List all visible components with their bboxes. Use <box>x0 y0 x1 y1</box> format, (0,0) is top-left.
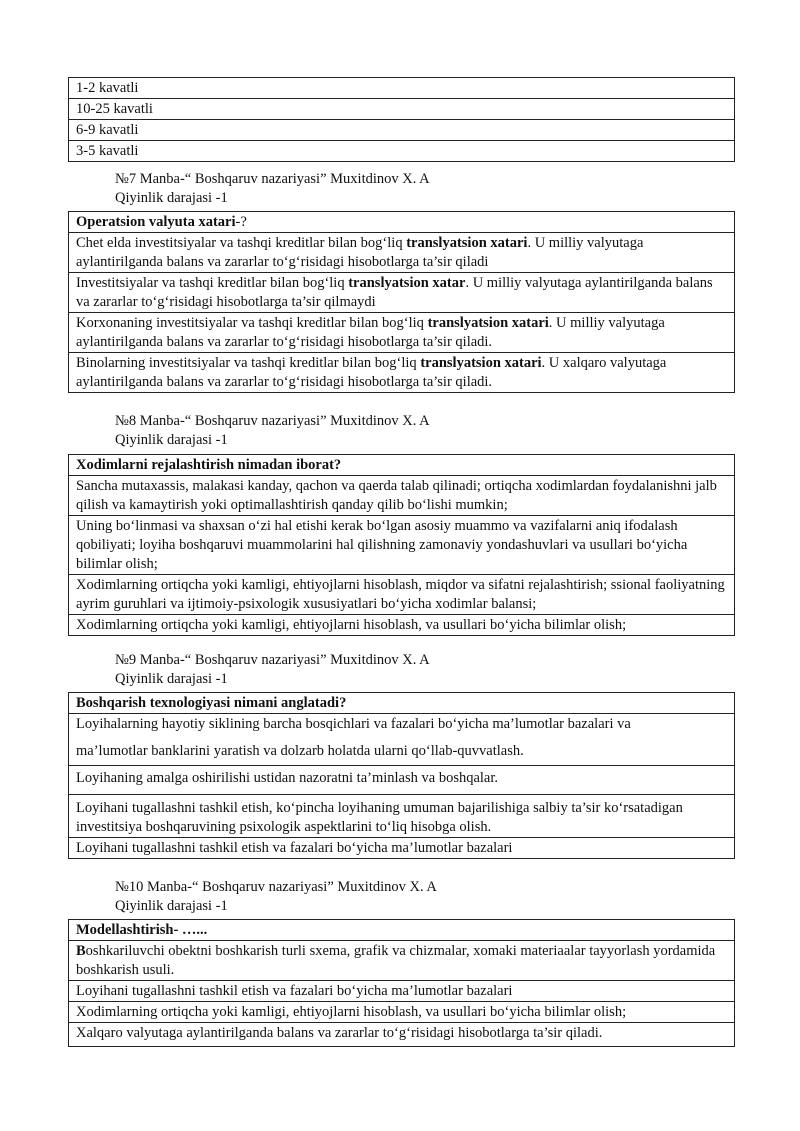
table-row <box>69 941 735 981</box>
option-line: ma’lumotlar banklarini yaratish va dolzarb holatda ularni qo‘llab-quvvatlash. <box>76 743 524 759</box>
answer-option: Xodimlarning ortiqcha yoki kamligi, ehtiyojlarni hisoblash, miqdor va sifatni rejalashtirish; ssional faoliyatning ayrim guruhlari va ijtimoiy-psixologik xususiyatlari bo‘yicha xodimlar balansi; <box>69 575 735 615</box>
option-text: . U milliy valyutaga aylantirilganda balans va zararlar to‘g‘risidagi hisobotlarga ta’sir qiladi. <box>76 315 665 350</box>
table-row <box>69 981 735 1002</box>
table-row <box>69 212 735 233</box>
table-row <box>69 838 735 859</box>
answer-option: 1-2 kavatli <box>69 78 735 99</box>
table-row <box>69 455 735 476</box>
difficulty-level: Qiyinlik darajasi -1 <box>115 432 228 448</box>
option-text: Binolarning investitsiyalar va tashqi kreditlar bilan bog‘liq <box>76 355 421 371</box>
table-row <box>69 766 735 795</box>
option-text: Investitsiyalar va tashqi kreditlar bilan bog‘liq <box>76 275 349 291</box>
option-line: Loyihalarning hayotiy siklining barcha bosqichlari va fazalari bo‘yicha ma’lumotlar bazalari va <box>76 716 631 732</box>
question-meta-q7 <box>115 170 430 208</box>
answer-option: Xalqaro valyutaga aylantirilganda balans va zararlar to‘g‘risidagi hisobotlarga ta’sir qiladi. <box>69 1023 735 1047</box>
table-row <box>69 516 735 575</box>
table-row <box>69 693 735 714</box>
option-text: . U milliy valyutaga aylantirilganda balans va zararlar to‘g‘risidagi hisobotlarga ta’sir qilmaydi <box>76 275 713 310</box>
answer-option: 6-9 kavatli <box>69 120 735 141</box>
table-row <box>69 120 735 141</box>
answer-option <box>69 353 735 393</box>
question-meta-q9 <box>115 651 430 689</box>
question-source: №9 Manba-“ Boshqaruv nazariyasi” Muxitdinov X. A <box>115 652 430 668</box>
difficulty-level: Qiyinlik darajasi -1 <box>115 898 228 914</box>
table-row <box>69 273 735 313</box>
table-row <box>69 1023 735 1047</box>
table-row <box>69 615 735 636</box>
question-table-q8 <box>68 454 735 636</box>
question-tail: -? <box>235 214 247 230</box>
answer-option: Loyihaning amalga oshirilishi ustidan nazoratni ta’minlash va boshqalar. <box>69 766 735 795</box>
answer-option: Uning bo‘linmasi va shaxsan o‘zi hal etishi kerak bo‘lgan asosiy muammo va vazifalarni aniq ifodalash qobiliyati; loyiha boshqaruvi muammolarini hal qilishning zamonaviy yondashuvlari va usullari bo‘yicha bilimlar olish; <box>69 516 735 575</box>
answer-option: Xodimlarning ortiqcha yoki kamligi, ehtiyojlarni hisoblash, va usullari bo‘yicha bilimlar olish; <box>69 615 735 636</box>
option-text: . U xalqaro valyutaga aylantirilganda balans va zararlar to‘g‘risidagi hisobotlarga ta’sir qiladi. <box>76 355 667 390</box>
table-row <box>69 795 735 838</box>
answer-option: 10-25 kavatli <box>69 99 735 120</box>
answer-option <box>69 273 735 313</box>
question-meta-q10 <box>115 878 437 916</box>
question-source: №7 Manba-“ Boshqaruv nazariyasi” Muxitdinov X. A <box>115 171 430 187</box>
option-text: Korxonaning investitsiyalar va tashqi kreditlar bilan bog‘liq <box>76 315 428 331</box>
question-source: №8 Manba-“ Boshqaruv nazariyasi” Muxitdinov X. A <box>115 413 430 429</box>
table-row <box>69 233 735 273</box>
question-bold: Operatsion valyuta xatari <box>76 214 236 230</box>
option-text: Chet elda investitsiyalar va tashqi kreditlar bilan bog‘liq <box>76 235 407 251</box>
question-table-q10 <box>68 919 735 1047</box>
question-table-q9 <box>68 692 735 859</box>
answer-option: 3-5 kavatli <box>69 141 735 162</box>
option-bold: B <box>76 943 86 959</box>
answer-option: Loyihani tugallashni tashkil etish va fazalari bo‘yicha ma’lumotlar bazalari <box>69 838 735 859</box>
table-row <box>69 353 735 393</box>
question-text: Xodimlarni rejalashtirish nimadan iborat? <box>69 455 735 476</box>
answer-option: Sancha mutaxassis, malakasi kanday, qachon va qaerda talab qilinadi; ortiqcha xodimlardan foydalanishni jalb qilish va kamaytirish yoki optimallashtirish qanday qilib bo‘lishi mumkin; <box>69 476 735 516</box>
question-text <box>69 212 735 233</box>
answer-option <box>69 233 735 273</box>
option-text: . U milliy valyutaga aylantirilganda balans va zararlar to‘g‘risidagi hisobotlarga ta’sir qiladi <box>76 235 644 270</box>
option-text: oshkariluvchi obektni boshkarish turli sxema, grafik va chizmalar, xomaki materiaalar tayyorlash yordamida boshkarish usuli. <box>76 943 716 978</box>
option-bold: translyatsion xatari <box>427 315 549 331</box>
difficulty-level: Qiyinlik darajasi -1 <box>115 190 228 206</box>
answer-option: Xodimlarning ortiqcha yoki kamligi, ehtiyojlarni hisoblash, va usullari bo‘yicha bilimlar olish; <box>69 1002 735 1023</box>
answer-option: Loyihani tugallashni tashkil etish, ko‘pincha loyihaning umuman bajarilishiga salbiy ta’sir ko‘rsatadigan investitsiya boshqaruvining psixologik aspektlarini to‘liq hisobga olish. <box>69 795 735 838</box>
table-row <box>69 1002 735 1023</box>
answer-option <box>69 313 735 353</box>
question-table-q7 <box>68 211 735 393</box>
table-row <box>69 99 735 120</box>
table-row <box>69 714 735 766</box>
answer-table-q6 <box>68 77 735 162</box>
table-row <box>69 141 735 162</box>
option-bold: translyatsion xatari <box>406 235 528 251</box>
option-bold: translyatsion xatari <box>420 355 542 371</box>
answer-option <box>69 714 735 766</box>
table-row <box>69 78 735 99</box>
question-text: Modellashtirish- …... <box>69 920 735 941</box>
question-source: №10 Manba-“ Boshqaruv nazariyasi” Muxitdinov X. A <box>115 879 437 895</box>
question-text: Boshqarish texnologiyasi nimani anglatadi? <box>69 693 735 714</box>
difficulty-level: Qiyinlik darajasi -1 <box>115 671 228 687</box>
option-bold: translyatsion xatar <box>348 275 466 291</box>
table-row <box>69 575 735 615</box>
answer-option: Loyihani tugallashni tashkil etish va fazalari bo‘yicha ma’lumotlar bazalari <box>69 981 735 1002</box>
table-row <box>69 476 735 516</box>
table-row <box>69 313 735 353</box>
answer-option <box>69 941 735 981</box>
table-row <box>69 920 735 941</box>
question-meta-q8 <box>115 412 430 450</box>
